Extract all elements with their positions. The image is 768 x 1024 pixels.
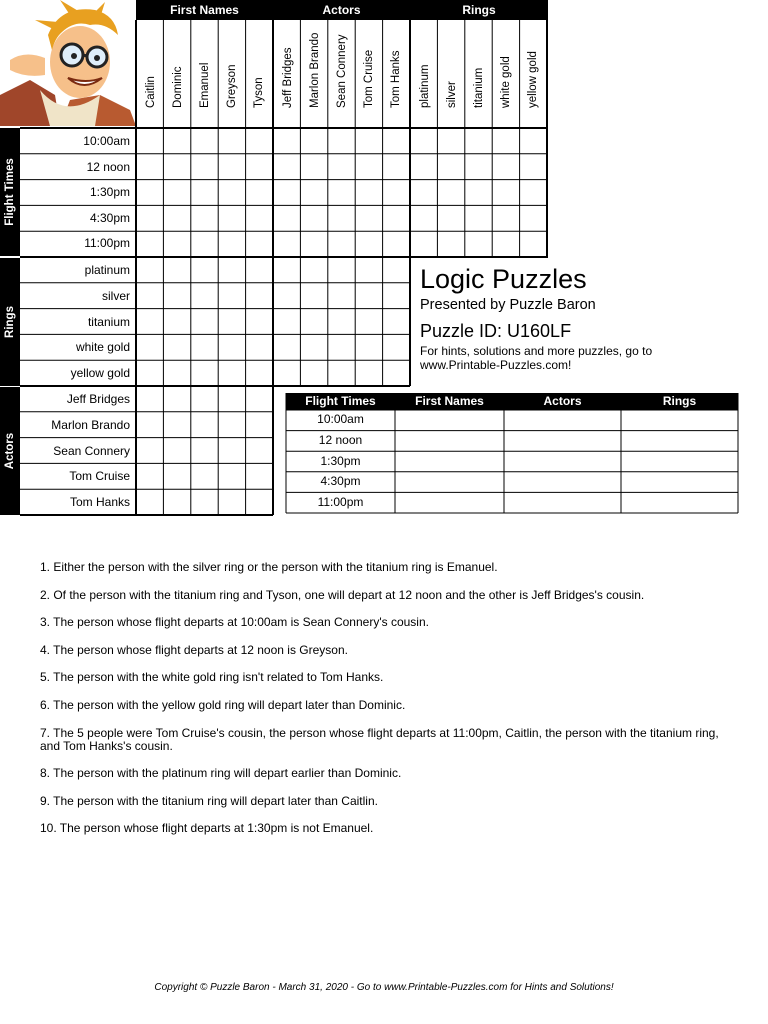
clue: 7. The 5 people were Tom Cruise's cousin, the person whose flight departs at 11:00pm, Caitlin, the person with the titanium ring, and Tom Hanks's cousin. bbox=[40, 726, 719, 753]
clue: 4. The person whose flight departs at 12 noon is Greyson. bbox=[40, 643, 348, 657]
subtitle: Presented by Puzzle Baron bbox=[420, 297, 596, 313]
column-group-actors: Actors bbox=[273, 0, 410, 20]
column-header: Tom Cruise bbox=[362, 49, 375, 108]
hint-line: For hints, solutions and more puzzles, go to bbox=[420, 344, 653, 358]
column-header: yellow gold bbox=[526, 51, 539, 108]
column-header: Sean Connery bbox=[335, 34, 348, 108]
clue: 10. The person whose flight departs at 1:30pm is not Emanuel. bbox=[40, 821, 374, 835]
answer-header: Flight Times bbox=[286, 393, 395, 410]
clue: 9. The person with the titanium ring will depart later than Caitlin. bbox=[40, 794, 378, 808]
answer-row-time: 11:00pm bbox=[317, 495, 364, 509]
column-group-first-names: First Names bbox=[136, 0, 273, 20]
column-group-rings: Rings bbox=[410, 0, 548, 20]
answer-header: Actors bbox=[504, 393, 621, 410]
row-label: Marlon Brando bbox=[51, 418, 130, 432]
clue: 6. The person with the yellow gold ring will depart later than Dominic. bbox=[40, 698, 406, 712]
clue: 8. The person with the platinum ring will depart earlier than Dominic. bbox=[40, 766, 402, 780]
column-header: Marlon Brando bbox=[308, 32, 321, 108]
row-label: Sean Connery bbox=[53, 444, 130, 458]
answer-header: Rings bbox=[621, 393, 738, 410]
column-header: titanium bbox=[472, 67, 485, 108]
row-label: yellow gold bbox=[70, 366, 130, 380]
column-header: silver bbox=[445, 81, 458, 108]
column-header: Tyson bbox=[252, 77, 265, 108]
column-header: white gold bbox=[499, 56, 512, 108]
column-header: Caitlin bbox=[144, 76, 157, 108]
column-header: platinum bbox=[418, 64, 431, 108]
puzzle-id: Puzzle ID: U160LF bbox=[420, 321, 572, 341]
row-label: Jeff Bridges bbox=[66, 392, 130, 406]
clue: 5. The person with the white gold ring isn't related to Tom Hanks. bbox=[40, 670, 384, 684]
row-group-flight-times: Flight Times bbox=[0, 128, 20, 256]
row-label: Tom Cruise bbox=[69, 469, 130, 483]
row-group-rings: Rings bbox=[0, 258, 20, 386]
column-header: Dominic bbox=[171, 66, 184, 108]
column-header: Tom Hanks bbox=[389, 50, 402, 108]
clue: 2. Of the person with the titanium ring and Tyson, one will depart at 12 noon and the other is Jeff Bridges's cousin. bbox=[40, 588, 645, 602]
clue: 1. Either the person with the silver ring or the person with the titanium ring is Emanuel. bbox=[40, 560, 498, 574]
column-header: Emanuel bbox=[198, 62, 211, 108]
answer-row-time: 1:30pm bbox=[320, 454, 361, 468]
answer-row-time: 12 noon bbox=[318, 433, 363, 447]
row-label: 11:00pm bbox=[84, 236, 130, 250]
copyright-footer: Copyright © Puzzle Baron - March 31, 2020 - Go to www.Printable-Puzzles.com for Hints and Solutions! bbox=[154, 982, 614, 993]
row-label: platinum bbox=[84, 263, 130, 277]
row-label: 1:30pm bbox=[89, 185, 130, 199]
clue: 3. The person whose flight departs at 10:00am is Sean Connery's cousin. bbox=[40, 615, 429, 629]
row-label: white gold bbox=[75, 340, 130, 354]
hint-link[interactable]: www.Printable-Puzzles.com! bbox=[420, 358, 572, 372]
row-label: titanium bbox=[87, 315, 130, 329]
answer-row-time: 10:00am bbox=[317, 412, 364, 426]
row-label: 4:30pm bbox=[89, 211, 130, 225]
answer-row-time: 4:30pm bbox=[320, 474, 361, 488]
row-label: Tom Hanks bbox=[69, 495, 130, 509]
row-label: 12 noon bbox=[86, 160, 130, 174]
answer-header: First Names bbox=[395, 393, 504, 410]
column-header: Jeff Bridges bbox=[281, 47, 294, 108]
row-group-actors: Actors bbox=[0, 387, 20, 515]
page-title: Logic Puzzles bbox=[420, 264, 587, 294]
column-header: Greyson bbox=[225, 64, 238, 108]
row-label: 10:00am bbox=[83, 134, 130, 148]
row-label: silver bbox=[101, 289, 130, 303]
